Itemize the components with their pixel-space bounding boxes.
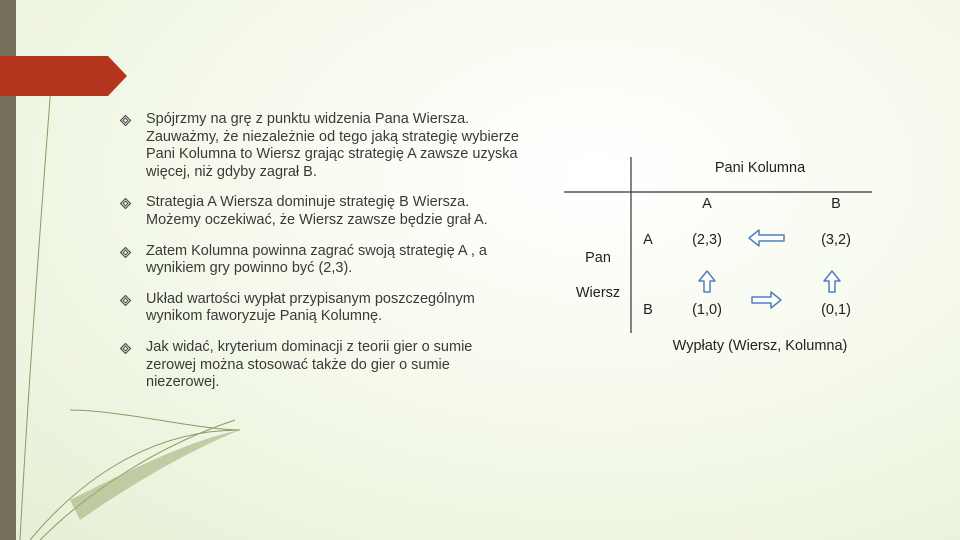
diamond-bullet-icon <box>120 247 131 258</box>
cell-ab: (3,2) <box>821 232 851 248</box>
diamond-bullet-icon <box>120 198 131 209</box>
bullet-item <box>120 111 520 181</box>
cell-ba: (1,0) <box>692 302 722 318</box>
up-arrow-icon-right <box>824 271 840 292</box>
row-header-a: A <box>643 232 653 248</box>
bullet-text: Strategia A Wiersza dominuje strategię B Wiersza. Możemy oczekiwać, że Wiersz zawsze będzie grał A. <box>146 194 488 228</box>
bullet-text: Układ wartości wypłat przypisanym poszczególnym wynikom faworyzuje Panią Kolumnę. <box>146 290 475 325</box>
column-player-label: Pani Kolumna <box>714 160 806 176</box>
payoff-matrix <box>560 150 880 360</box>
cell-bb: (0,1) <box>821 302 851 318</box>
bullet-text: Zatem Kolumna powinna zagrać swoją strategię A , a wynikiem gry powinno być (2,3). <box>146 242 487 277</box>
left-arrow-icon <box>749 230 784 246</box>
bullet-item <box>120 339 520 392</box>
bullet-text: Spójrzmy na grę z punktu widzenia Pana Wiersza. Zauważmy, że niezależnie od tego jaką strategię wybierze Pani Kolumna to Wiersz grając strategię A zawsze uzyska więcej, niż gdyby zagrał B. <box>146 111 519 180</box>
bullet-item <box>120 194 520 229</box>
up-arrow-icon-left <box>699 271 715 292</box>
diamond-bullet-icon <box>120 295 131 306</box>
bullet-item <box>120 243 520 278</box>
bullet-item <box>120 291 520 326</box>
row-player-label-line1: Pan <box>585 250 611 266</box>
diamond-bullet-icon <box>120 343 131 354</box>
col-header-a: A <box>702 196 712 212</box>
title-accent-tab <box>0 56 127 96</box>
cell-aa: (2,3) <box>692 232 722 248</box>
bullet-text: Jak widać, kryterium dominacji z teorii gier o sumie zerowej można stosować także do gier o sumie niezerowej. <box>146 338 473 391</box>
right-arrow-icon <box>752 292 781 308</box>
bullet-list <box>120 111 520 405</box>
row-header-b: B <box>643 302 653 318</box>
payoff-caption: Wypłaty (Wiersz, Kolumna) <box>672 338 848 354</box>
row-player-label-line2: Wiersz <box>575 285 621 301</box>
diamond-bullet-icon <box>120 115 131 126</box>
col-header-b: B <box>831 196 841 212</box>
